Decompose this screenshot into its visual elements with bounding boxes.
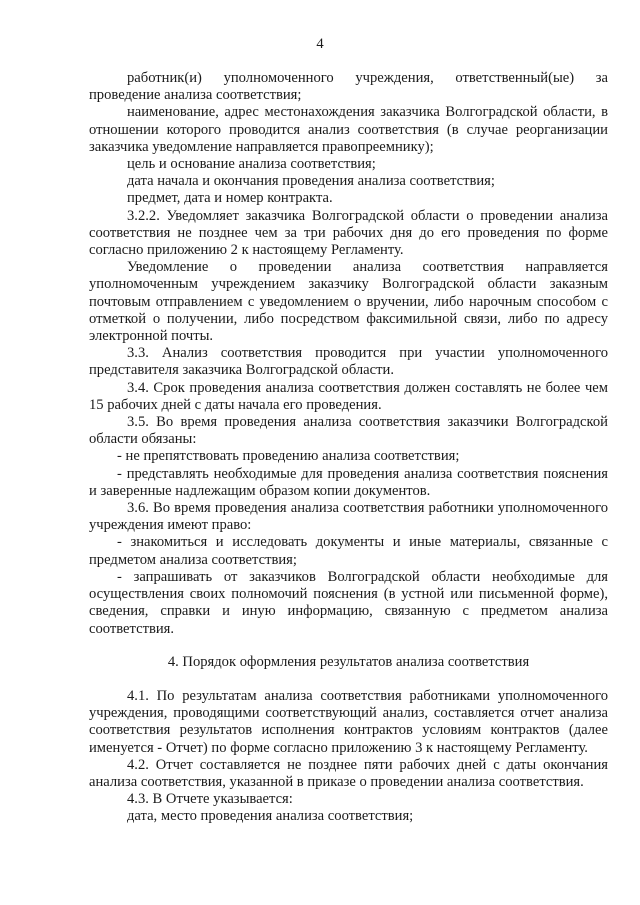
paragraph: 4.1. По результатам анализа соответствия работниками уполномоченного учреждения, проводящими соответствующий анализ, составляется отчет анализа соответствия результатов исполнения контрактов условиям контрактов (далее именуется - Отчет) по форме согласно приложению 3 к настоящему Регламенту. xyxy=(89,687,608,756)
list-item: - не препятствовать проведению анализа соответствия; xyxy=(117,448,460,465)
paragraph: 3.4. Срок проведения анализа соответствия должен составлять не более чем 15 рабочих дней с даты начала его проведения. xyxy=(89,379,608,413)
list-item: - представлять необходимые для проведения анализа соответствия пояснения и заверенные надлежащим образом копии документов. xyxy=(89,465,608,499)
paragraph: цель и основание анализа соответствия; xyxy=(127,156,376,173)
paragraph: 3.6. Во время проведения анализа соответствия работники уполномоченного учреждения имеют право: xyxy=(89,500,608,534)
section-heading: 4. Порядок оформления результатов анализа соответствия xyxy=(167,653,530,670)
paragraph: 3.3. Анализ соответствия проводится при участии уполномоченного представителя заказчика Волгоградской области. xyxy=(89,345,608,379)
paragraph: 3.2.2. Уведомляет заказчика Волгоградской области о проведении анализа соответствия не позднее чем за три рабочих дня до его проведения по форме согласно приложению 2 к настоящему Регламенту. xyxy=(89,207,608,259)
paragraph: работник(и) уполномоченного учреждения, ответственный(ые) за проведение анализа соответствия; xyxy=(89,70,608,104)
paragraph: Уведомление о проведении анализа соответствия направляется уполномоченным учреждением заказчику Волгоградской области заказным почтовым отправлением с уведомлением о вручении, либо нарочным способом с отметкой о получении, либо посредством факсимильной связи, либо по адресу электронной почты. xyxy=(89,259,608,345)
list-item: - запрашивать от заказчиков Волгоградской области необходимые для осуществления своих полномочий пояснения (в устной или письменной форме), сведения, справки и иную информацию, связанную с предметом анализа соответствия. xyxy=(89,568,608,637)
page-number: 4 xyxy=(316,36,324,52)
paragraph: дата начала и окончания проведения анализа соответствия; xyxy=(127,173,495,190)
paragraph: 4.3. В Отчете указывается: xyxy=(127,791,293,808)
paragraph: наименование, адрес местонахождения заказчика Волгоградской области, в отношении которого проводится анализ соответствия (в случае реорганизации заказчика уведомление направляется правопреемнику); xyxy=(89,104,608,155)
document-body xyxy=(89,70,608,826)
paragraph: предмет, дата и номер контракта. xyxy=(127,190,333,207)
paragraph: 3.5. Во время проведения анализа соответствия заказчики Волгоградской области обязаны: xyxy=(89,414,608,448)
list-item: - знакомиться и исследовать документы и иные материалы, связанные с предметом анализа соответствия; xyxy=(89,534,608,568)
paragraph: 4.2. Отчет составляется не позднее пяти рабочих дней с даты окончания анализа соответствия, указанной в приказе о проведении анализа соответствия. xyxy=(89,756,608,790)
paragraph: дата, место проведения анализа соответствия; xyxy=(127,808,414,825)
